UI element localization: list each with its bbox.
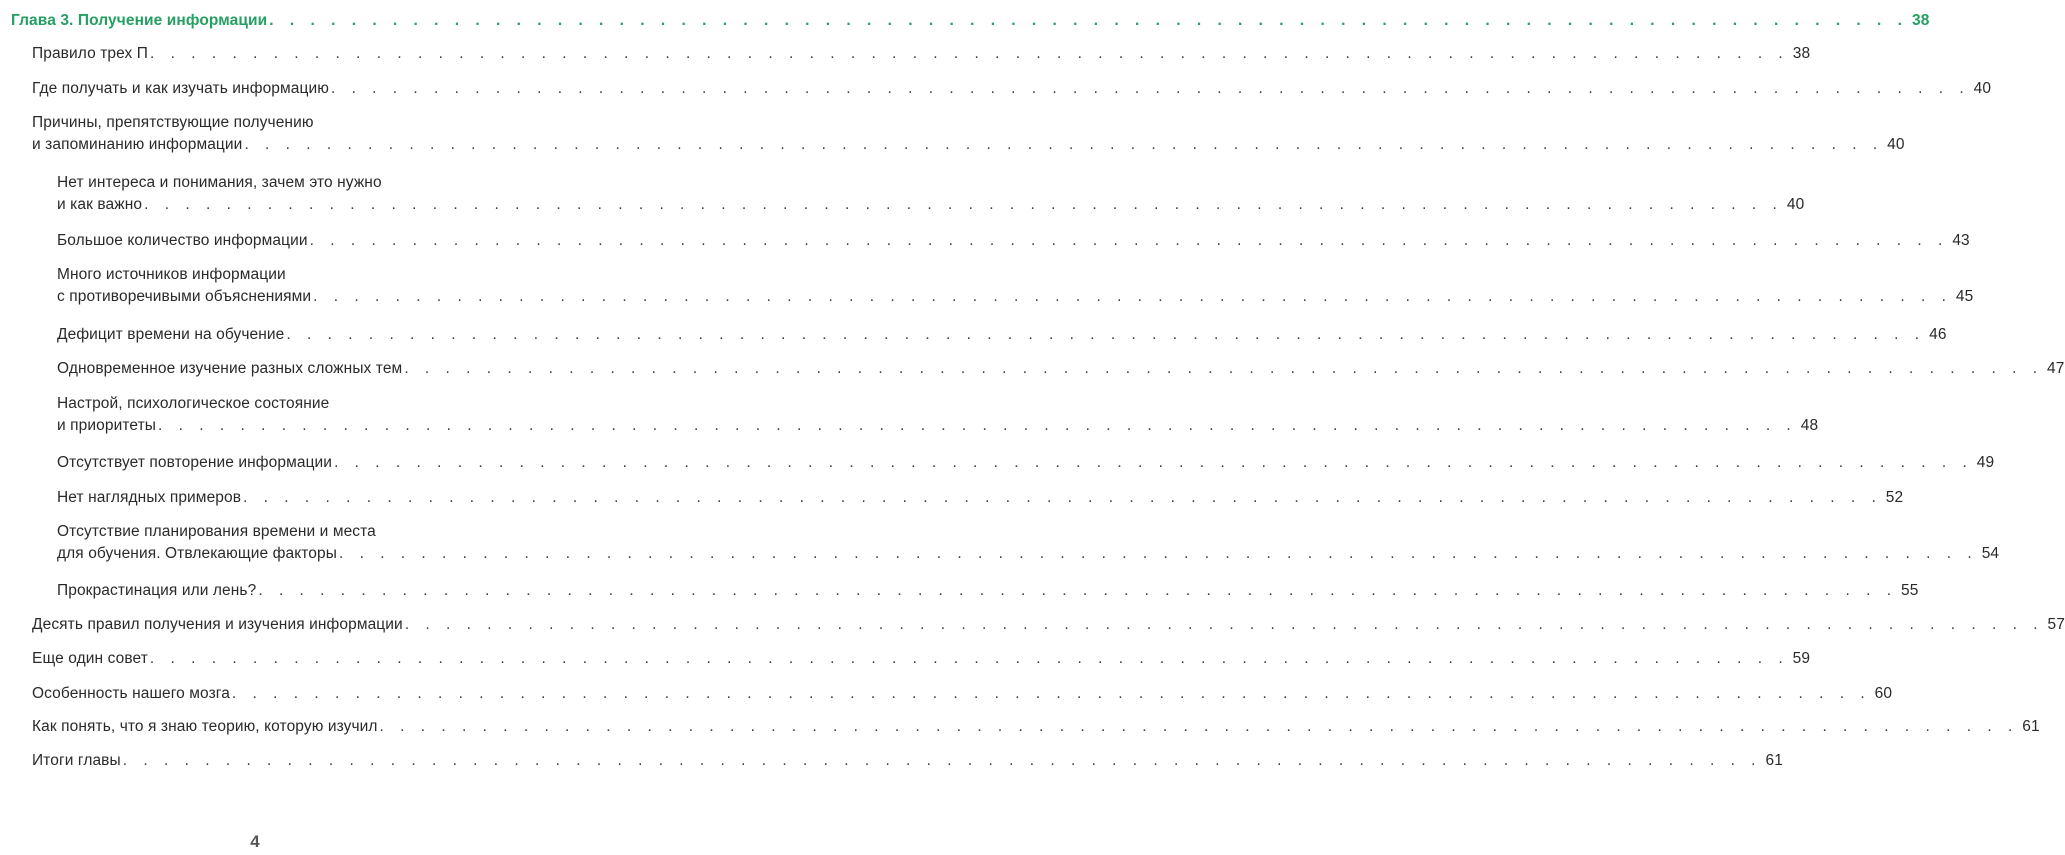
toc-entry-row <box>57 286 1974 308</box>
toc-page-number: 61 <box>1765 752 1783 769</box>
dot-leader: . . . . . . . . . . . . . . . . . . . . . . . . . . . . . . . . . . . . . . . . . . . . . . . . . . . . . . . . . . . . . . . . . . . . . . . . . . . . . . . . <box>309 232 1949 249</box>
toc-entry-row <box>57 324 1947 346</box>
dot-leader: . . . . . . . . . . . . . . . . . . . . . . . . . . . . . . . . . . . . . . . . . . . . . . . . . . . . . . . . . . . . . . . . . . . . . . . . . . . . . . . . <box>231 685 1871 702</box>
toc-entry-title-line: Глава 3. Получение информации <box>11 12 268 29</box>
dot-leader: . . . . . . . . . . . . . . . . . . . . . . . . . . . . . . . . . . . . . . . . . . . . . . . . . . . . . . . . . . . . . . . . . . . . . . . . . . . . . . . . <box>269 12 1908 29</box>
toc-page-number: 43 <box>1952 232 1970 249</box>
dot-leader: . . . . . . . . . . . . . . . . . . . . . . . . . . . . . . . . . . . . . . . . . . . . . . . . . . . . . . . . . . . . . . . . . . . . . . . . . . . . . . . . <box>338 545 1978 562</box>
dot-leader: . . . . . . . . . . . . . . . . . . . . . . . . . . . . . . . . . . . . . . . . . . . . . . . . . . . . . . . . . . . . . . . . . . . . . . . . . . . . . . . . <box>244 136 1884 153</box>
dot-leader: . . . . . . . . . . . . . . . . . . . . . . . . . . . . . . . . . . . . . . . . . . . . . . . . . . . . . . . . . . . . . . . . . . . . . . . . . . . . . . . . <box>144 196 1783 213</box>
toc-entry-title-line: Настрой, психологическое состояние <box>57 395 330 412</box>
toc-entry[interactable] <box>57 324 1947 346</box>
toc-page-number: 61 <box>2022 718 2040 735</box>
dot-leader: . . . . . . . . . . . . . . . . . . . . . . . . . . . . . . . . . . . . . . . . . . . . . . . . . . . . . . . . . . . . . . . . . . . . . . . . . . . . . . . . <box>243 489 1882 506</box>
toc-page-number: 52 <box>1885 489 1904 506</box>
dot-leader: . . . . . . . . . . . . . . . . . . . . . . . . . . . . . . . . . . . . . . . . . . . . . . . . . . . . . . . . . . . . . . . . . . . . . . . . . . . . . . . . <box>158 417 1797 434</box>
toc-entry[interactable] <box>32 750 1783 772</box>
toc-entry-title-line: с противоречивыми объяснениями <box>57 288 312 305</box>
toc-entry-title-line: для обучения. Отвлекающие факторы <box>57 545 337 562</box>
toc-entry[interactable] <box>57 264 1974 308</box>
toc-entry-title-line: Одновременное изучение разных сложных тем <box>57 360 403 377</box>
toc-page-number: 45 <box>1955 288 1974 305</box>
dot-leader: . . . . . . . . . . . . . . . . . . . . . . . . . . . . . . . . . . . . . . . . . . . . . . . . . . . . . . . . . . . . . . . . . . . . . . . . . . . . . . . . <box>334 454 1973 471</box>
toc-entry-title-line: Десять правил получения и изучения информации <box>32 616 403 633</box>
toc-entry-title-line: Отсутствует повторение информации <box>57 454 333 471</box>
toc-entry-title-line: Много источников информации <box>57 266 286 283</box>
toc-entry-row <box>57 358 2065 380</box>
toc-entry[interactable] <box>57 172 1805 216</box>
dot-leader: . . . . . . . . . . . . . . . . . . . . . . . . . . . . . . . . . . . . . . . . . . . . . . . . . . . . . . . . . . . . . . . . . . . . . . . . . . . . . . . . <box>330 80 1970 97</box>
toc-entry[interactable] <box>32 78 1992 100</box>
toc-entry[interactable] <box>32 43 1811 65</box>
toc-entry-row <box>57 415 1819 437</box>
toc-entry[interactable] <box>32 614 2065 636</box>
toc-entry-row <box>57 230 1970 252</box>
toc-entry-row <box>11 10 1930 32</box>
toc-page-number: 57 <box>2047 616 2065 633</box>
toc-entry[interactable] <box>57 452 1995 474</box>
dot-leader: . . . . . . . . . . . . . . . . . . . . . . . . . . . . . . . . . . . . . . . . . . . . . . . . . . . . . . . . . . . . . . . . . . . . . . . . . . . . . . . . <box>286 326 1926 343</box>
toc-entry-title-line: Дефицит времени на обучение <box>57 326 285 343</box>
toc-page-number: 55 <box>1901 582 1919 599</box>
toc-entry[interactable] <box>32 648 1811 670</box>
toc-page-number: 49 <box>1976 454 1995 471</box>
toc-entry-title-line: Нет интереса и понимания, зачем это нужно <box>57 174 382 191</box>
toc-entry[interactable] <box>57 487 1904 509</box>
toc-entry[interactable] <box>32 112 1905 156</box>
dot-leader: . . . . . . . . . . . . . . . . . . . . . . . . . . . . . . . . . . . . . . . . . . . . . . . . . . . . . . . . . . . . . . . . . . . . . . . . . . . . . . . . <box>379 718 2019 735</box>
toc-entry[interactable] <box>32 716 2040 738</box>
toc-page-number: 38 <box>1792 45 1811 62</box>
dot-leader: . . . . . . . . . . . . . . . . . . . . . . . . . . . . . . . . . . . . . . . . . . . . . . . . . . . . . . . . . . . . . . . . . . . . . . . . . . . . . . . . <box>404 360 2044 377</box>
toc-page-number: 40 <box>1786 196 1805 213</box>
toc-entry-row <box>32 750 1783 772</box>
toc-page-number: 54 <box>1981 545 2000 562</box>
toc-entry[interactable] <box>57 521 2000 565</box>
toc-entry-row <box>57 194 1805 216</box>
toc-entry-row <box>32 716 2040 738</box>
toc-entry[interactable] <box>57 580 1919 602</box>
toc-entry-row <box>57 543 2000 565</box>
toc-entry-title-line: Как понять, что я знаю теорию, которую изучил <box>32 718 378 735</box>
toc-entry-title-line: и запоминанию информации <box>32 136 243 153</box>
toc-entry-row <box>32 614 2065 636</box>
toc-entry[interactable] <box>57 230 1970 252</box>
dot-leader: . . . . . . . . . . . . . . . . . . . . . . . . . . . . . . . . . . . . . . . . . . . . . . . . . . . . . . . . . . . . . . . . . . . . . . . . . . . . . . . . <box>313 288 1952 305</box>
toc-entry[interactable] <box>32 683 1893 705</box>
toc-entry-title-line: Особенность нашего мозга <box>32 685 230 702</box>
toc-entry-title-line: Большое количество информации <box>57 232 308 249</box>
toc-page-number: 48 <box>1800 417 1819 434</box>
toc-entry-row <box>32 43 1811 65</box>
toc-page-number: 38 <box>1911 12 1930 29</box>
toc-chapter-heading[interactable] <box>11 10 1930 32</box>
toc-entry-title-line: Прокрастинация или лень? <box>57 582 257 599</box>
toc-entry-row <box>32 78 1992 100</box>
toc-entry-title-line: Итоги главы <box>32 752 121 769</box>
dot-leader: . . . . . . . . . . . . . . . . . . . . . . . . . . . . . . . . . . . . . . . . . . . . . . . . . . . . . . . . . . . . . . . . . . . . . . . . . . . . . . . . <box>149 650 1789 667</box>
toc-entry-row <box>32 683 1893 705</box>
toc-entry-row <box>57 580 1919 602</box>
dot-leader: . . . . . . . . . . . . . . . . . . . . . . . . . . . . . . . . . . . . . . . . . . . . . . . . . . . . . . . . . . . . . . . . . . . . . . . . . . . . . . . . <box>150 45 1789 62</box>
toc-entry[interactable] <box>57 358 2065 380</box>
toc-entry[interactable] <box>57 393 1819 437</box>
toc-page-number: 46 <box>1929 326 1947 343</box>
toc-page-number: 60 <box>1874 685 1893 702</box>
toc-entry-title-line: Еще один совет <box>32 650 148 667</box>
toc-entry-row <box>32 134 1905 156</box>
toc-entry-row <box>57 487 1904 509</box>
toc-page-number: 40 <box>1973 80 1992 97</box>
toc-page-number: 40 <box>1887 136 1905 153</box>
toc-entry-title-line: Причины, препятствующие получению <box>32 114 314 131</box>
toc-entry-row <box>57 452 1995 474</box>
dot-leader: . . . . . . . . . . . . . . . . . . . . . . . . . . . . . . . . . . . . . . . . . . . . . . . . . . . . . . . . . . . . . . . . . . . . . . . . . . . . . . . . <box>122 752 1762 769</box>
dot-leader: . . . . . . . . . . . . . . . . . . . . . . . . . . . . . . . . . . . . . . . . . . . . . . . . . . . . . . . . . . . . . . . . . . . . . . . . . . . . . . . . <box>404 616 2044 633</box>
page-number: 4 <box>250 832 260 851</box>
toc-entry-title-line: Отсутствие планирования времени и места <box>57 523 376 540</box>
toc-entry-title-line: Правило трех П <box>32 45 149 62</box>
toc-page-number: 47 <box>2047 360 2065 377</box>
toc-entry-title-line: и как важно <box>57 196 143 213</box>
toc-entry-title-line: Где получать и как изучать информацию <box>32 80 329 97</box>
dot-leader: . . . . . . . . . . . . . . . . . . . . . . . . . . . . . . . . . . . . . . . . . . . . . . . . . . . . . . . . . . . . . . . . . . . . . . . . . . . . . . . . <box>258 582 1898 599</box>
toc-entry-row <box>32 648 1811 670</box>
toc-page-number: 59 <box>1792 650 1811 667</box>
toc-entry-title-line: и приоритеты <box>57 417 157 434</box>
toc-entry-title-line: Нет наглядных примеров <box>57 489 242 506</box>
